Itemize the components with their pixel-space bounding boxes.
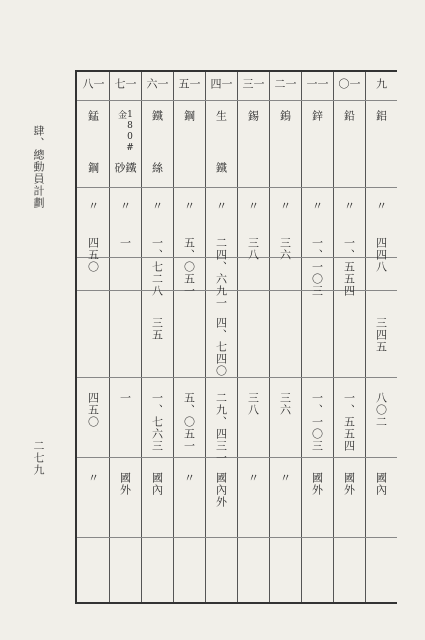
cell-kind: 絲 (150, 162, 164, 174)
cell-v3: 三八 (246, 392, 260, 416)
row-divider (205, 537, 237, 538)
cell-kind (246, 162, 260, 184)
cell-mark: 〃 (342, 200, 356, 212)
cell-mark: 〃 (86, 200, 100, 212)
cell-dest: 國外 (342, 472, 356, 496)
cell-v1: 四四八 (374, 237, 388, 273)
table-column (269, 72, 302, 602)
row-divider (301, 100, 333, 101)
cell-kind (278, 162, 292, 184)
row-divider (333, 537, 365, 538)
table-column (109, 72, 142, 602)
cell-v1: 四五〇 (86, 237, 100, 273)
cell-mark: 〃 (182, 200, 196, 212)
cell-no: 九 (374, 78, 388, 90)
cell-mark: 〃 (374, 200, 388, 212)
cell-v3: 三六 (278, 392, 292, 416)
row-divider (205, 377, 237, 378)
cell-item: 錳 (86, 110, 100, 122)
page-number: 二七九 (32, 440, 45, 476)
row-divider (141, 100, 173, 101)
cell-v3: 一 (118, 392, 132, 404)
row-divider (269, 187, 301, 188)
section-title: 肆、總動員計劃 (32, 125, 45, 209)
cell-dest: 〃 (182, 472, 196, 484)
row-divider (173, 187, 205, 188)
cell-v1: 一、一〇三 (310, 237, 324, 297)
row-divider (237, 100, 269, 101)
cell-v3: 一、五五四 (342, 392, 356, 452)
cell-dest: 國內外 (214, 472, 228, 508)
cell-kind (374, 162, 388, 184)
cell-dest: 國外 (118, 472, 132, 496)
cell-mark: 〃 (214, 200, 228, 212)
table-column (301, 72, 334, 602)
row-divider (77, 537, 109, 538)
cell-kind (342, 162, 356, 184)
cell-mark: 〃 (118, 200, 132, 212)
row-divider (269, 100, 301, 101)
cell-kind: 鐵砂 (113, 162, 137, 174)
cell-v2 (342, 317, 356, 377)
cell-v3: 五、〇五一 (182, 392, 196, 452)
cell-no: 一七 (113, 78, 137, 90)
cell-dest: 國內 (150, 472, 164, 496)
cell-v2 (182, 317, 196, 377)
cell-item: 鐵 (150, 110, 164, 122)
cell-no: 一三 (241, 78, 265, 90)
cell-dest: 〃 (246, 472, 260, 484)
cell-v3: 一、一〇三 (310, 392, 324, 452)
cell-no: 一四 (209, 78, 233, 90)
cell-item: 鎢 (278, 110, 292, 122)
row-divider (237, 377, 269, 378)
cell-v2 (86, 317, 100, 377)
cell-no: 一八 (81, 78, 105, 90)
cell-no: 一一 (305, 78, 329, 90)
row-divider (77, 187, 109, 188)
row-divider (173, 377, 205, 378)
table-column (365, 72, 397, 602)
data-table (75, 70, 397, 604)
cell-v3: 二九、四三一 (214, 392, 228, 464)
row-divider (109, 187, 141, 188)
table-column (237, 72, 270, 602)
table-column (141, 72, 174, 602)
row-divider (141, 377, 173, 378)
cell-item: 錫 (246, 110, 260, 122)
row-divider (333, 377, 365, 378)
cell-v3: 一、七六三 (150, 392, 164, 452)
row-divider (237, 537, 269, 538)
cell-item: 鋅 (310, 110, 324, 122)
row-divider (109, 537, 141, 538)
cell-dest: 〃 (278, 472, 292, 484)
row-divider (301, 537, 333, 538)
table-column (173, 72, 206, 602)
cell-v3: 八〇二 (374, 392, 388, 428)
row-divider (301, 377, 333, 378)
row-divider (141, 537, 173, 538)
cell-v3: 四五〇 (86, 392, 100, 428)
cell-item: 生 (214, 110, 228, 122)
cell-no: 一五 (177, 78, 201, 90)
cell-no: 一〇 (337, 78, 361, 90)
cell-v2: 三五 (150, 317, 164, 341)
cell-v1: 二四、六九一 (214, 237, 228, 309)
cell-item: 180#金 (116, 110, 135, 154)
row-divider (365, 537, 397, 538)
row-divider (365, 187, 397, 188)
cell-no: 一六 (145, 78, 169, 90)
row-divider (205, 100, 237, 101)
row-divider (109, 377, 141, 378)
cell-kind (310, 162, 324, 184)
cell-v1: 一 (118, 237, 132, 249)
cell-v2 (118, 317, 132, 377)
cell-v2: 四、七四〇 (214, 317, 228, 377)
row-divider (269, 377, 301, 378)
row-divider (301, 187, 333, 188)
row-divider (365, 100, 397, 101)
cell-mark: 〃 (310, 200, 324, 212)
cell-kind: 鐵 (214, 162, 228, 174)
cell-no: 一二 (273, 78, 297, 90)
row-divider (269, 537, 301, 538)
cell-kind (182, 162, 196, 184)
cell-item: 鋁 (374, 110, 388, 122)
row-divider (173, 100, 205, 101)
cell-dest: 國外 (310, 472, 324, 496)
row-divider (333, 187, 365, 188)
table-column (77, 72, 110, 602)
cell-v2 (246, 317, 260, 377)
row-divider (77, 377, 109, 378)
row-divider (205, 187, 237, 188)
cell-item: 鉛 (342, 110, 356, 122)
cell-v2: 三四五 (374, 317, 388, 353)
row-divider (141, 187, 173, 188)
cell-kind: 鋼 (86, 162, 100, 174)
row-divider (77, 100, 109, 101)
row-divider (365, 377, 397, 378)
row-divider (237, 187, 269, 188)
row-divider (333, 100, 365, 101)
table-column (333, 72, 366, 602)
table-column (205, 72, 238, 602)
row-divider (173, 537, 205, 538)
row-divider (109, 100, 141, 101)
cell-v1: 一、五五四 (342, 237, 356, 297)
cell-mark: 〃 (150, 200, 164, 212)
cell-v1: 三八 (246, 237, 260, 261)
cell-mark: 〃 (246, 200, 260, 212)
cell-v1: 五、〇五一 (182, 237, 196, 297)
cell-v1: 三六 (278, 237, 292, 261)
cell-dest: 國內 (374, 472, 388, 496)
cell-dest: 〃 (86, 472, 100, 484)
cell-v2 (278, 317, 292, 377)
cell-v1: 一、七二八 (150, 237, 164, 297)
cell-item: 鋼 (182, 110, 196, 122)
cell-mark: 〃 (278, 200, 292, 212)
cell-v2 (310, 317, 324, 377)
